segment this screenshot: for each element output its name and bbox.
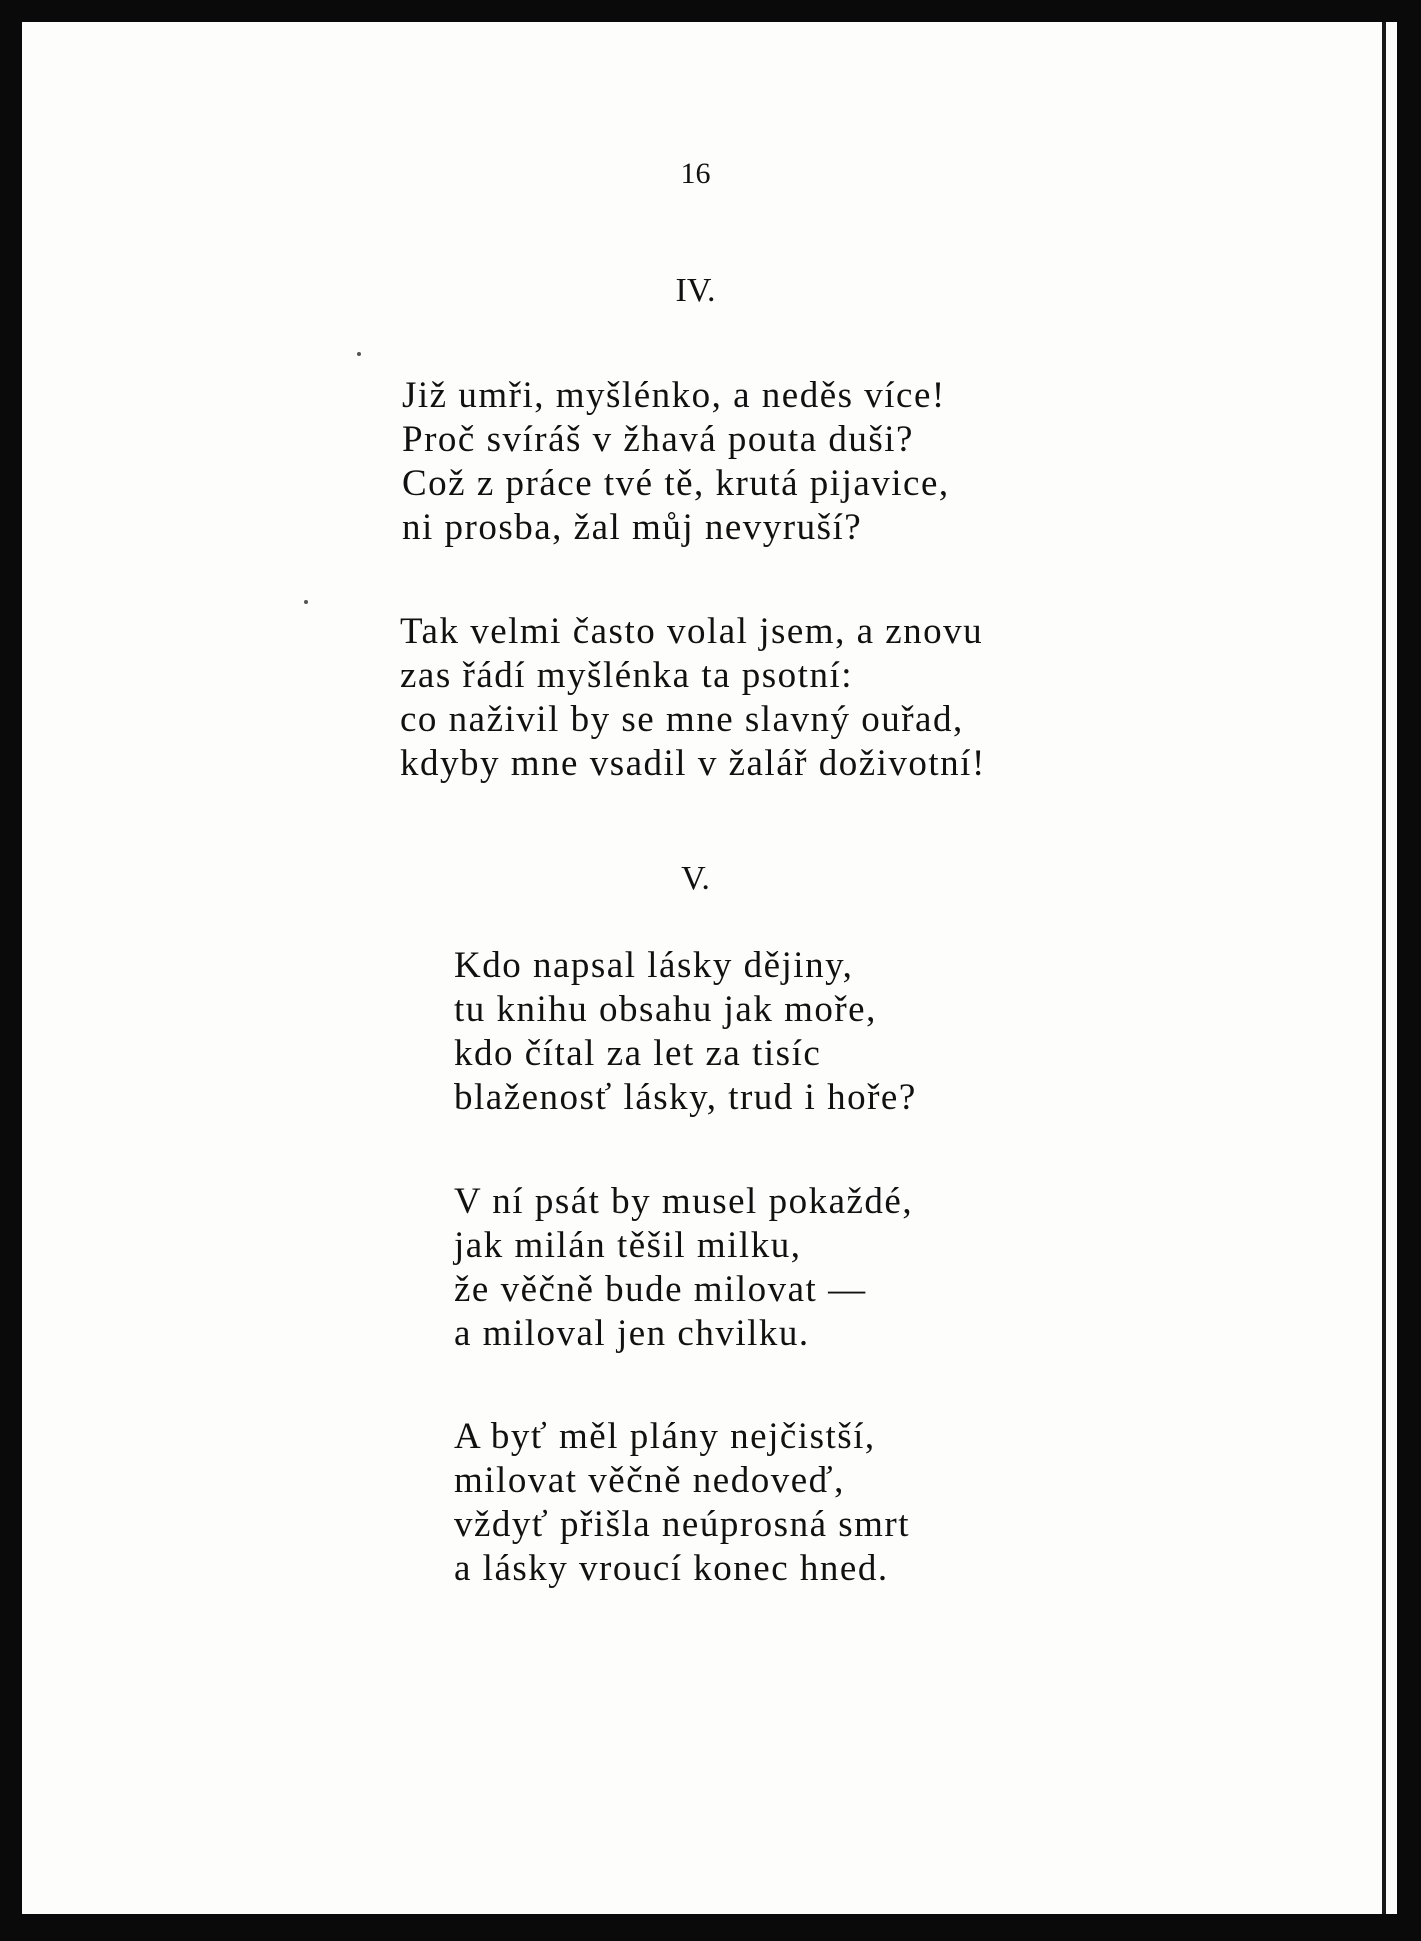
poem-line: zas řádí myšlénka ta psotní:	[400, 655, 854, 696]
section-heading-v: V.	[681, 860, 710, 897]
poem-line: a lásky vroucí konec hned.	[454, 1548, 889, 1589]
poem-line: V ní psát by musel pokaždé,	[454, 1181, 914, 1222]
stanza-v-2	[454, 1180, 913, 1356]
poem-line: Kdo napsal lásky dějiny,	[454, 945, 854, 986]
poem-line: tu knihu obsahu jak moře,	[454, 989, 877, 1030]
stanza-v-1	[454, 944, 917, 1120]
stanza-v-3	[454, 1415, 910, 1591]
poem-line: co naživil by se mne slavný ouřad,	[400, 699, 964, 740]
poem-line: vždyť přišla neúprosná smrt	[454, 1504, 911, 1545]
poem-line: že věčně bude milovat —	[454, 1269, 867, 1310]
poem-line: a miloval jen chvilku.	[454, 1313, 810, 1354]
poem-line: jak milán těšil milku,	[454, 1225, 802, 1266]
poem-line: kdo čítal za let za tisíc	[454, 1033, 822, 1074]
scan-speck	[304, 600, 308, 604]
book-page	[22, 22, 1397, 1914]
page-number: 16	[680, 157, 711, 190]
poem-line: Již umři, myšlénko, a neděs více!	[402, 375, 946, 416]
scan-speck	[357, 352, 361, 356]
poem-line: milovat věčně nedoveď,	[454, 1460, 845, 1501]
page-edge-shadow	[1382, 22, 1386, 1914]
poem-line: Tak velmi často volal jsem, a znovu	[400, 611, 984, 652]
poem-line: kdyby mne vsadil v žalář doživotní!	[400, 743, 986, 784]
poem-line: blaženosť lásky, trud i hoře?	[454, 1077, 917, 1118]
stanza-iv-2	[400, 610, 986, 786]
poem-line: Což z práce tvé tě, krutá pijavice,	[402, 463, 950, 504]
poem-line: ni prosba, žal můj nevyruší?	[402, 507, 863, 548]
stanza-iv-1	[402, 374, 950, 550]
poem-line: A byť měl plány nejčistší,	[454, 1416, 876, 1457]
section-heading-iv: IV.	[675, 272, 716, 309]
poem-line: Proč svíráš v žhavá pouta duši?	[402, 419, 914, 460]
